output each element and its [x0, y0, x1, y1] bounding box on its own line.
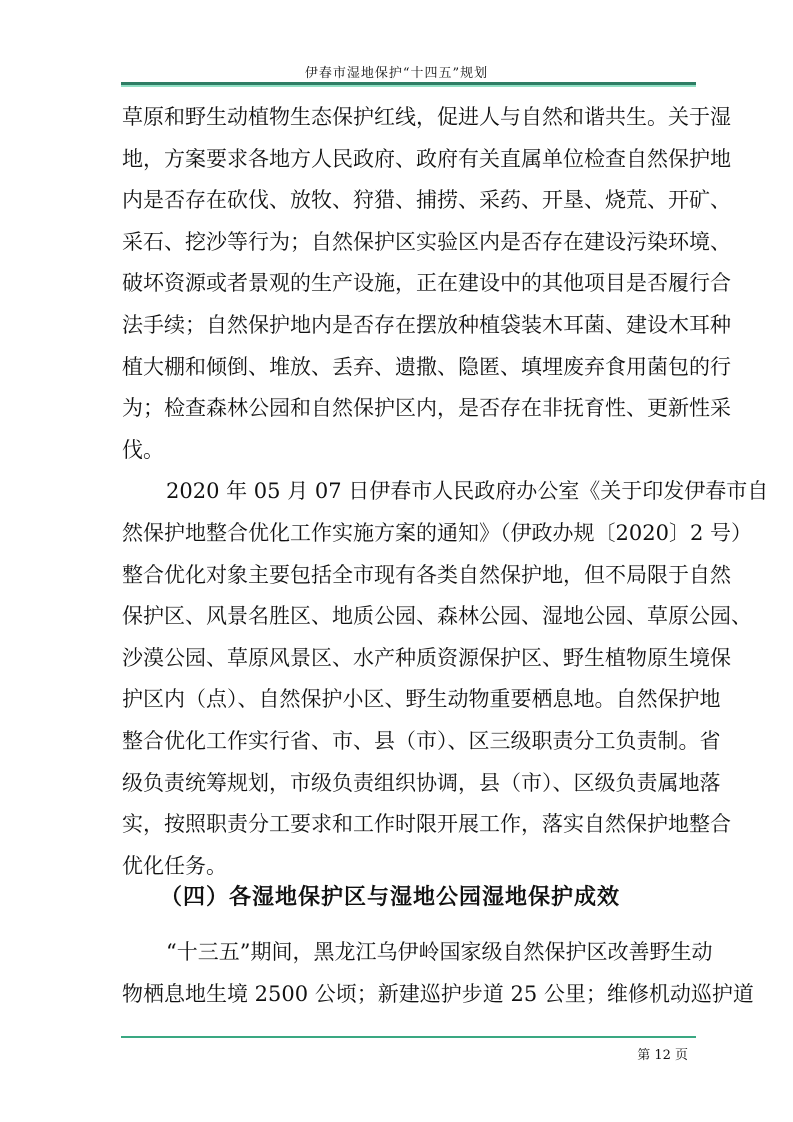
footer-rule [121, 1036, 696, 1038]
page-number: 第 12 页 [637, 1048, 688, 1063]
text-line: 保护区、风景名胜区、地质公园、森林公园、湿地公园、草原公园、 [122, 604, 752, 629]
text-line: 实，按照职责分工要求和工作时限开展工作，落实自然保护地整合 [122, 812, 731, 837]
text-line: 法手续；自然保护地内是否存在摆放种植袋装木耳菌、建设木耳种 [122, 312, 731, 337]
text-line: 2020 年 05 月 07 日伊春市人民政府办公室《关于印发伊春市自 [166, 479, 769, 504]
text-line: 然保护地整合优化工作实施方案的通知》（伊政办规〔2020〕2 号） [122, 520, 752, 545]
text-line: 整合优化对象主要包括全市现有各类自然保护地，但不局限于自然 [122, 562, 731, 587]
header-rule [121, 82, 696, 87]
paragraph-3 [122, 932, 754, 1015]
text-line: 破坏资源或者景观的生产设施，正在建设中的其他项目是否履行合 [122, 271, 731, 296]
text-line: 采石、挖沙等行为；自然保护区实验区内是否存在建设污染环境、 [122, 229, 731, 254]
section-heading: （四）各湿地保护区与湿地公园湿地保护成效 [160, 885, 621, 910]
text-line: 为；检查森林公园和自然保护区内，是否存在非抚育性、更新性采 [122, 396, 731, 421]
paragraph-2 [122, 471, 769, 887]
text-line: 级负责统筹规划，市级负责组织协调，县（市）、区级负责属地落 [122, 770, 721, 795]
body-text [122, 97, 769, 887]
text-line: 植大棚和倾倒、堆放、丢弃、遗撒、隐匿、填埋废弃食用菌包的行 [122, 354, 731, 379]
text-line: 优化任务。 [122, 853, 227, 878]
text-line: 地，方案要求各地方人民政府、政府有关直属单位检查自然保护地 [122, 146, 731, 171]
text-line: “十三五”期间，黑龙江乌伊岭国家级自然保护区改善野生动 [166, 940, 713, 964]
text-line: 沙漠公园、草原风景区、水产种质资源保护区、野生植物原生境保 [122, 645, 731, 670]
text-line: 草原和野生动植物生态保护红线，促进人与自然和谐共生。关于湿 [122, 105, 731, 129]
text-line: 伐。 [122, 437, 164, 462]
text-line: 物栖息地生境 2500 公顷；新建巡护步道 25 公里；维修机动巡护道 [122, 981, 754, 1006]
text-line: 内是否存在砍伐、放牧、狩猎、捕捞、采药、开垦、烧荒、开矿、 [122, 188, 731, 213]
running-header: 伊春市湿地保护“十四五”规划 [304, 66, 489, 81]
paragraph-1 [122, 97, 731, 471]
text-line: 整合优化工作实行省、市、县（市）、区三级职责分工负责制。省 [122, 728, 721, 753]
text-line: 护区内（点）、自然保护小区、野生动物重要栖息地。自然保护地 [122, 687, 721, 712]
